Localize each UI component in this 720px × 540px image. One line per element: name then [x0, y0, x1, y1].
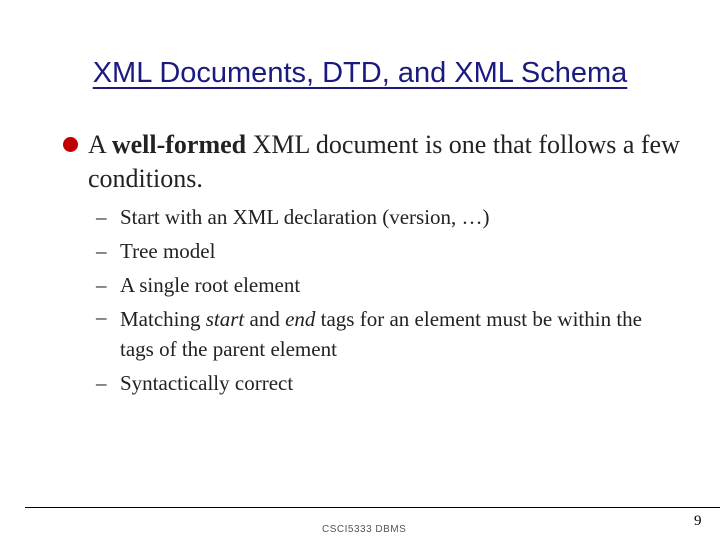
footer-divider: [25, 507, 720, 508]
sub-bullet-item: [96, 234, 656, 268]
bullet-dot-icon: [63, 137, 78, 152]
slide-title-text: XML Documents, DTD, and XML Schema: [92, 57, 628, 89]
sub-bullet-item: [96, 302, 656, 366]
text-run: and: [244, 307, 286, 331]
dash-icon: –: [96, 371, 107, 395]
sub-bullet-item: [96, 200, 656, 234]
italic-term-start: start: [205, 307, 245, 331]
dash-icon: –: [96, 239, 107, 263]
sub-bullet-text: A single root element: [120, 273, 301, 297]
dash-icon: –: [96, 273, 107, 297]
sub-bullet-text: Syntactically correct: [120, 371, 294, 395]
slide-title: [0, 55, 720, 91]
bullet-suffix: XML document is one that follows a few conditions.: [88, 130, 680, 193]
sub-bullet-text: [120, 307, 642, 361]
sub-bullet-text: Start with an XML declaration (version, …): [120, 205, 490, 229]
text-run: Matching: [120, 307, 206, 331]
page-number: 9: [694, 513, 702, 529]
sub-bullet-item: [96, 366, 656, 400]
sub-bullet-item: [96, 268, 656, 302]
main-bullet-text: [88, 128, 683, 196]
sub-bullet-text: Tree model: [120, 239, 216, 263]
bullet-bold-term: well-formed: [111, 130, 247, 159]
dash-icon: –: [96, 305, 107, 329]
footer-course-label: CSCI5333 DBMS: [322, 524, 407, 535]
main-bullet: [63, 128, 683, 196]
dash-icon: –: [96, 205, 107, 229]
text-run: tags for an element must be within the tags of the parent element: [120, 307, 642, 361]
bullet-prefix: A: [88, 130, 112, 159]
italic-term-end: end: [285, 307, 316, 331]
sub-bullet-list: [96, 200, 656, 400]
